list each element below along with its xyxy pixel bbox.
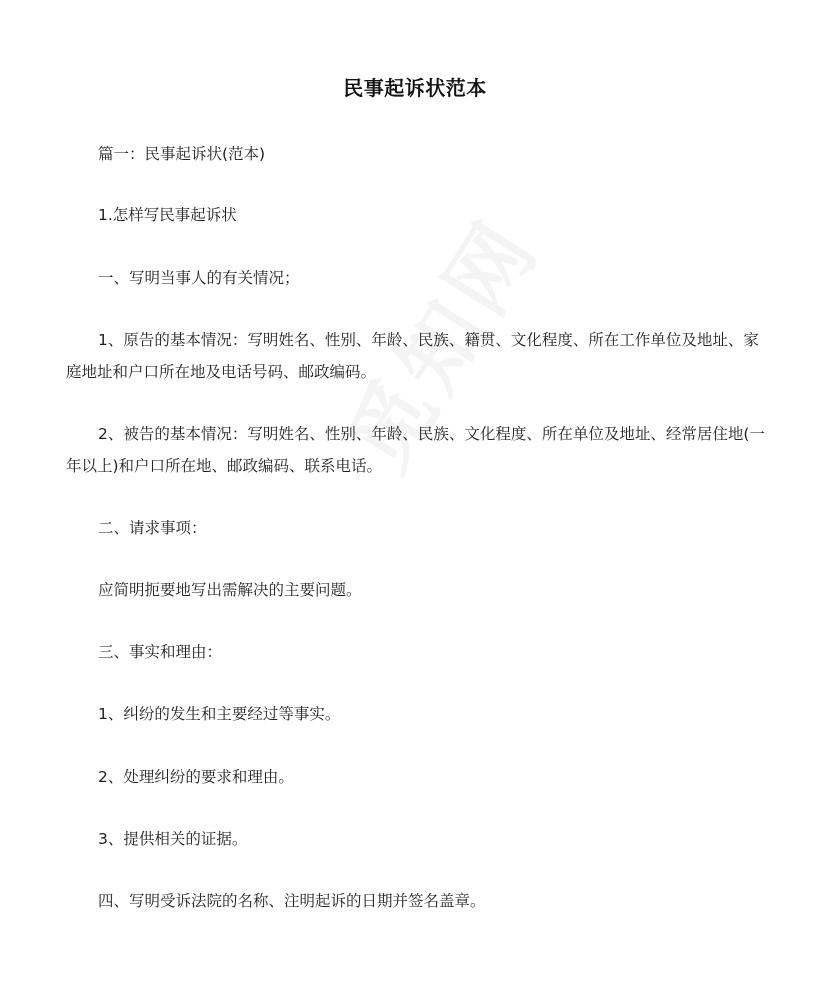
paragraph: 1、原告的基本情况：写明姓名、性别、年龄、民族、籍贯、文化程度、所在工作单位及地址、家庭地址和户口所在地及电话号码、邮政编码。 [66,331,759,381]
paragraph: 应简明扼要地写出需解决的主要问题。 [98,581,362,599]
paragraph: 一、写明当事人的有关情况； [98,269,300,287]
paragraph: 3、提供相关的证据。 [98,830,248,848]
paragraph: 2、被告的基本情况：写明姓名、性别、年龄、民族、文化程度、所在单位及地址、经常居住地(一年以上)和户口所在地、邮政编码、联系电话。 [66,425,765,475]
paragraph: 1、纠纷的发生和主要经过等事实。 [98,705,341,723]
paragraph: 四、写明受诉法院的名称、注明起诉的日期并签名盖章。 [98,892,486,910]
paragraph: 1.怎样写民事起诉状 [98,206,237,224]
document-title: 民事起诉状范本 [343,76,487,100]
paragraph: 2、处理纠纷的要求和理由。 [98,768,294,786]
paragraph: 二、请求事项： [98,519,207,537]
paragraph: 篇一：民事起诉状(范本) [98,145,266,163]
paragraph: 三、事实和理由： [98,643,223,661]
